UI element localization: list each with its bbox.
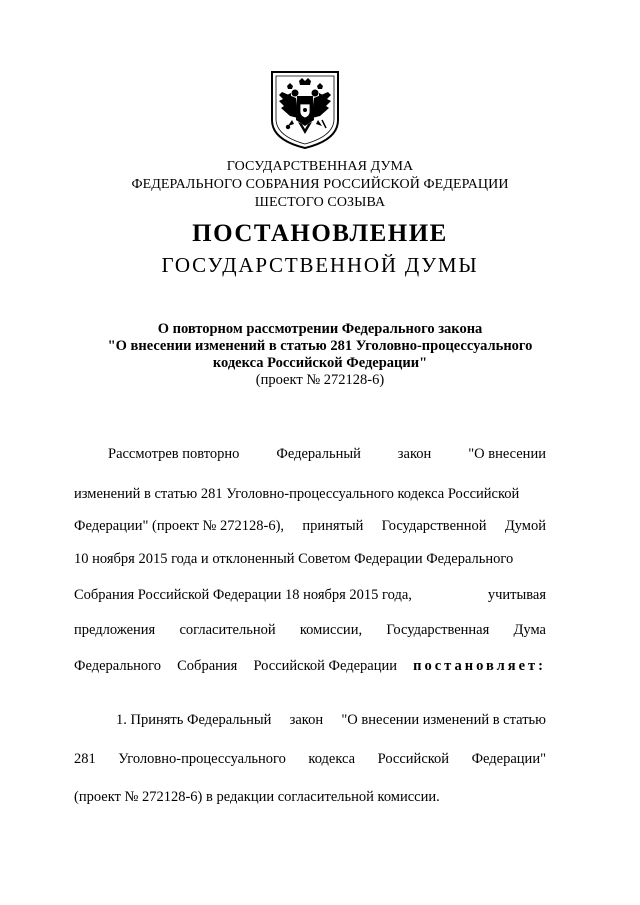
paragraph-1-line-1	[108, 446, 546, 463]
subject-project-number: (проект № 272128-6)	[255, 372, 385, 388]
text-segment: Собрания Российской Федерации 18 ноября 2015 года,	[74, 587, 412, 603]
paragraph-1-line-6	[74, 622, 546, 639]
paragraph-2-line-2	[74, 751, 546, 768]
coat-of-arms-icon	[268, 68, 342, 150]
issuer-header	[0, 158, 640, 212]
issuer-line-1: ГОСУДАРСТВЕННАЯ ДУМА	[226, 159, 414, 174]
text-segment: Российской	[377, 751, 450, 767]
text-segment: закон	[289, 712, 324, 728]
text-segment: 281	[74, 751, 96, 767]
text-segment: согласительной	[179, 622, 276, 638]
paragraph-1-line-4	[74, 551, 546, 568]
text-segment: комиссии,	[299, 622, 363, 638]
paragraph-1-line-2	[74, 486, 546, 503]
text-segment: Российской Федерации	[253, 658, 398, 674]
text-segment: Федеральный	[276, 446, 361, 462]
text-segment: "О внесении	[468, 446, 546, 462]
paragraph-1-line-5	[74, 587, 546, 604]
text-segment: Государственная	[386, 622, 490, 638]
text-segment: Дума	[513, 622, 546, 638]
text-segment: "О внесении изменений в статью	[341, 712, 546, 728]
text-segment: Федерации"	[471, 751, 546, 767]
document-subtitle: ГОСУДАРСТВЕННОЙ ДУМЫ	[161, 253, 479, 277]
resolves-keyword: постановляет:	[413, 658, 546, 674]
subject-line-2: "О внесении изменений в статью 281 Уголовно-процессуального	[107, 338, 533, 354]
text-segment: (проект № 272128-6) в редакции согласительной комиссии.	[74, 789, 440, 805]
paragraph-2-line-1	[116, 712, 546, 729]
subject-line-1: О повторном рассмотрении Федерального закона	[157, 321, 483, 337]
text-segment: Федерального	[74, 658, 162, 674]
text-segment: принятый	[302, 518, 364, 534]
text-segment: предложения	[74, 622, 156, 638]
text-segment: кодекса	[308, 751, 356, 767]
text-segment: Государственной	[381, 518, 487, 534]
text-segment: закон	[397, 446, 432, 462]
text-segment: Рассмотрев повторно	[108, 446, 240, 462]
text-segment: Уголовно-процессуального	[118, 751, 286, 767]
document-subject	[0, 321, 640, 389]
paragraph-1-line-7	[74, 658, 546, 675]
text-segment: Собрания	[177, 658, 238, 674]
document-title: ПОСТАНОВЛЕНИЕ	[192, 220, 448, 247]
paragraph-2-line-3	[74, 789, 546, 806]
subject-line-3: кодекса Российской Федерации"	[212, 355, 428, 371]
text-segment: Федерации" (проект № 272128-6),	[74, 518, 285, 534]
text-segment: Думой	[504, 518, 546, 534]
paragraph-1-line-3	[74, 518, 546, 535]
text-segment: 10 ноября 2015 года и отклоненный Советом Федерации Федерального	[74, 551, 514, 567]
text-segment: изменений в статью 281 Уголовно-процессуального кодекса Российской	[74, 486, 520, 502]
issuer-line-2: ФЕДЕРАЛЬНОГО СОБРАНИЯ РОССИЙСКОЙ ФЕДЕРАЦИИ	[131, 177, 509, 192]
issuer-line-3: ШЕСТОГО СОЗЫВА	[254, 195, 386, 210]
text-segment: учитывая	[487, 587, 546, 603]
text-segment: 1. Принять Федеральный	[116, 712, 272, 728]
